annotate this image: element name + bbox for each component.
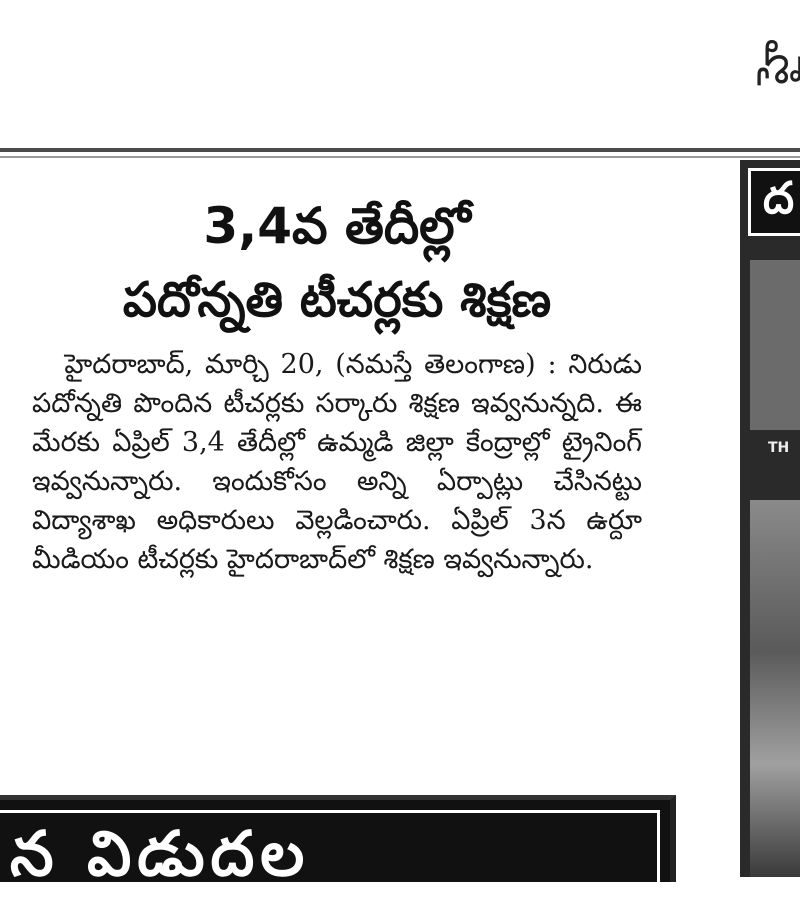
adjacent-photo [750,500,800,877]
news-article [32,195,642,606]
header-strip [0,0,800,150]
divider-rule [0,148,800,152]
divider-rule-thin [0,156,800,158]
adjacent-image-tile [750,260,800,430]
bottom-banner-text: న విడుదల [10,817,311,890]
adjacent-article-panel [740,160,800,877]
headline-line-1: 3,4వ తేదీల్లో [203,197,471,255]
adjacent-banner [748,168,800,236]
article-headline [32,195,642,335]
adjacent-tile-text: TH [768,440,790,456]
article-body: హైదరాబాద్, మార్చి 20, (నమస్తే తెలంగాణ) : నిరుడు పదోన్నతి పొందిన టీచర్లకు సర్కారు శిక్షణ ఇవ్వనున్నది. ఈ మేరకు ఏప్రిల్ 3,4 తేదీల్లో ఉమ్మడి జిల్లా కేంద్రాల్లో ట్రైనింగ్ ఇవ్వనున్నారు. ఇందుకోసం అన్ని ఏర్పాట్లు చేసినట్టు విద్యాశాఖ అధికారులు వెల్లడించారు. ఏప్రిల్ 3న ఉర్దూ మీడియం టీచర్లకు హైదరాబాద్‌లో శిక్షణ ఇవ్వనున్నారు. [32,349,642,575]
bottom-headline-banner [0,795,676,890]
headline-line-2: పదోన్నతి టీచర్లకు శిక్షణ [122,272,552,328]
bottom-banner-frame [0,810,660,890]
adjacent-banner-text: ద [763,173,795,224]
masthead-fragment: హై [747,39,799,85]
